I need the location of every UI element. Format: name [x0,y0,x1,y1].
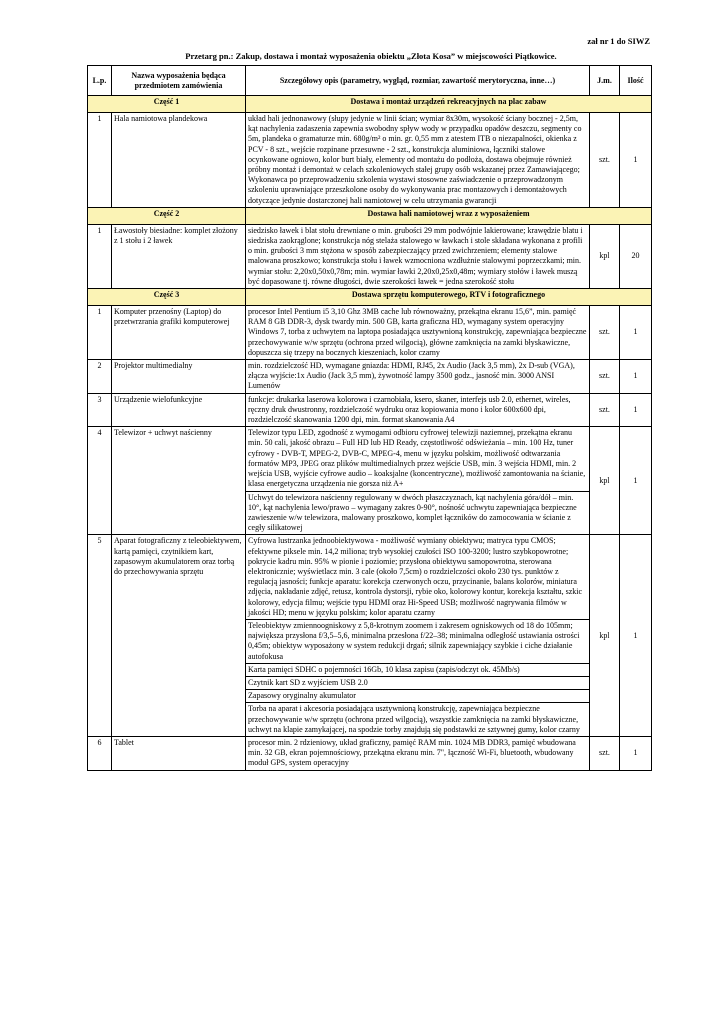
row-description: Czytnik kart SD z wyjściem USB 2.0 [246,676,590,689]
section-title: Dostawa hali namiotowej wraz z wyposażeniem [246,207,652,224]
specification-table [87,65,652,771]
row-quantity: 1 [620,736,652,770]
row-unit: kpl [590,535,620,737]
row-unit: kpl [590,224,620,288]
section-title: Dostawa i montaż urządzeń rekreacyjnych na plac zabaw [246,96,652,113]
row-quantity: 1 [620,393,652,427]
row-quantity: 1 [620,427,652,535]
row-quantity: 1 [620,360,652,394]
row-description: Teleobiektyw zmiennoogniskowy z 5,8-krotnym zoomem i zakresem ogniskowych od 18 do 105mm; największa przysłona f/3,5–5,6, minimalna przesłona f/22–38; minimalna odległość ustawiania ostrości 0,45m; obiektyw wyposażony w system redukcji drgań; silnik zapewniający szybkie i ciche działanie autofokusa [246,619,590,663]
row-quantity: 20 [620,224,652,288]
table-row [88,113,652,208]
row-lp: 1 [88,224,112,288]
row-description: procesor min. 2 rdzieniowy, układ graficzny, pamięć RAM min. 1024 MB DDR3, pamięć wbudowana min. 32 GB, ekran pojemnościowy, przekątna ekranu min. 7", łączność Wi-Fi, bluetooth, wbudowany moduł GPS, system operacyjny [246,736,590,770]
row-lp: 1 [88,113,112,208]
table-row [88,736,652,770]
row-unit: szt. [590,306,620,360]
row-description: Cyfrowa lustrzanka jednoobiektywowa - możliwość wymiany obiektywu; matryca typu CMOS; efektywne piksele min. 14,2 miliona; tryb wysokiej czułości ISO 100-3200; lustro szybkopowrotne; pokrycie kadru min. 95% w pionie i poziomie; przysłona obiektywu samopowrotna, sterowana elektronicznie; wyświetlacz min. 3 cale (około 7,5cm) o rozdzielczości około 230 tys. punktów z regulacją jasności; funkcje aparatu: korekcja czerwonych oczu, przycinanie, balans kolorów, miniatura zdjęcia, nakładanie zdjęć, retusz, kontrola dystorsji, rybie oko, kolorowy kontur, korekcja kształtu, szkic kolorowy, edycja filmu; wejście typu HDMI oraz Hi-Speed USB; możliwość nagrywania filmów w jakości HD; menu w języku polskim; kolor aparatu czarny [246,535,590,620]
row-lp: 5 [88,535,112,737]
table-row [88,427,652,491]
row-quantity: 1 [620,535,652,737]
table-row [88,393,652,427]
row-quantity: 1 [620,306,652,360]
table-row [88,224,652,288]
table-body [88,96,652,771]
row-lp: 1 [88,306,112,360]
section-label: Część 3 [88,289,246,306]
table-row [88,535,652,620]
table-row [88,306,652,360]
table-row [88,360,652,394]
row-quantity: 1 [620,113,652,208]
section-label: Część 1 [88,96,246,113]
section-title: Dostawa sprzętu komputerowego, RTV i fotograficznego [246,289,652,306]
row-unit: szt. [590,113,620,208]
table-header-row [88,66,652,96]
row-unit: kpl [590,427,620,535]
header-item-name: Nazwa wyposażenia będąca przedmiotem zamówienia [112,66,246,96]
row-description: układ hali jednonawowy (słupy jedynie w linii ścian; wymiar 8x30m, wysokość ściany bocznej - 2,5m, kąt nachylenia zadaszenia zapewnia swobodny spływ wody w przypadku opadów deszczu, segmenty co 5m, plandeka o gramaturze min. 680g/m² o min. gr. 0,55 mm z atestem ITB o niezapalności, okienka z PCV - 8 szt., wejście rozpinane przesuwne - 2 szt., konstrukcja aluminiowa, łączniki stalowe ocynkowane ogniowo, kolor burt biały, elementy od montażu do podłoża, dostawa obejmuje również próbny montaż i demontaż w celach szkoleniowych stałej grupy osób wskazanej przez Zamawiającego; Wykonawca po przeprowadzeniu szkolenia wystawi stosowne zaświadczenie o przeprowadzonym szkoleniu uprawniające przeszkolone osoby do wykonywania prac montazowych i demontażowych dotyczące jedynie dostarczonej hali namiotowej w celu utrzymania gwarancji [246,113,590,208]
row-item-name: Tablet [112,736,246,770]
row-description: Zapasowy oryginalny akumulator [246,690,590,703]
section-row [88,207,652,224]
header-lp: L.p. [88,66,112,96]
row-lp: 4 [88,427,112,535]
row-lp: 2 [88,360,112,394]
row-description: min. rozdzielczość HD, wymagane gniazda: HDMI, RJ45, 2x Audio (Jack 3,5 mm), 2x D-sub (VGA), złącza wyjście:1x Audio (Jack 3,5 mm), żywotność lampy 3500 godz., jasność min. 3000 ANSI Lumenów [246,360,590,394]
header-quantity: Ilość [620,66,652,96]
tender-title: Przetarg pn.: Zakup, dostawa i montaż wyposażenia obiektu „Złota Kosa” w miejscowości Piątkowice. [185,51,557,61]
row-item-name: Aparat fotograficzny z teleobiektywem, kartą pamięci, czytnikiem kart, zapasowym akumulatorem oraz torbą do przechowywania sprzętu [112,535,246,737]
row-lp: 6 [88,736,112,770]
row-unit: szt. [590,736,620,770]
row-description: Karta pamięci SDHC o pojemności 16Gb, 10 klasa zapisu (zapis/odczyt ok. 45Mb/s) [246,663,590,676]
row-description: funkcje: drukarka laserowa kolorowa i czarnobiała, ksero, skaner, interfejs usb 2.0, ethernet, wireles, ręczny druk dwustronny, rozdzielczość wydruku oraz kopiowania mono i kolor 600x600 dpi, rozdzielczość skanowania 1200 dpi, min. format skanowania A4 [246,393,590,427]
row-item-name: Ławostoły biesiadne: komplet złożony z 1 stołu i 2 ławek [112,224,246,288]
row-description: Telewizor typu LED, zgodność z wymogami odbioru cyfrowej telewizji naziemnej, przekątna ekranu min. 50 cali, jakość obrazu – Full HD lub HD Ready, częstotliwość odświeżania – min. 100 Hz, tuner cyfrowy - DVB-T, MPEG-2, DVB-C, MPEG-4, menu w języku polskim, możliwość odtwarzania formatów MP3, JPEG oraz plików multimedialnych przez wejście USB, min. 3 wejścia HDMI, min. 2 wejścia USB, wyjście cyfrowe audio – koaksjalne (koncentryczne), możliwość zamontowania na ścianie, klasa energetyczna urządzenia nie gorsza niż A+ [246,427,590,491]
row-description: Torba na aparat i akcesoria posiadająca usztywnioną konstrukcję, zapewniająca bezpieczne przechowywanie w/w sprzętu (ochrona przed wilgocią), wszystkie zamknięcia na zamki błyskawiczne, uchwyt na klapie zamykającej, na spodzie torby znajdują się podstawki ze sztywnej gumy, kolor czarny [246,703,590,737]
row-lp: 3 [88,393,112,427]
row-unit: szt. [590,360,620,394]
row-description: procesor Intel Pentium i5 3,10 Ghz 3MB cache lub równoważny, przekątna ekranu 15,6”, min. pamięć RAM 8 GB DDR-3, dysk twardy min. 500 GB, karta graficzna HD, wymagany system operacyjny Windows 7, torba z uchwytem na laptopa posiadająca usztywnioną konstrukcję, zapewniająca bezpieczne przechowywanie w/w sprzętu (ochrona przed wilgocią), główne zamknięcia na zamki błyskawiczne, dopuszcza się trzepy na bocznych kieszeniach, kolor czarny [246,306,590,360]
row-item-name: Projektor multimedialny [112,360,246,394]
attachment-label: zał nr 1 do SIWZ [587,36,650,46]
section-row [88,96,652,113]
row-unit: szt. [590,393,620,427]
row-description: siedzisko ławek i blat stołu drewniane o min. grubości 29 mm podwójnie lakierowane; krawędzie blatu i siedziska zaokrąglone; konstrukcja nóg stelaża stalowego w ławkach i stole składana wykonana z profili o min. grubości 3 mm stężona w sposób zabezpieczający przed zwichrzeniem; elementy stalowe malowana proszkowo; konstrukcja stołu i ławek wzmocniona wzdłużnie stalowymi poprzeczkami; min. wymiar stołu: 2,20x0,50x0,78m; min. wymiar ławki 2,20x0,25x0,48m; wymiary stołów i ławek muszą być dopasowane tj. równe długości, dwie szerokości ławek = jedna szerokość stołu [246,224,590,288]
row-item-name: Komputer przenośny (Laptop) do przetwrzrania grafiki komputerowej [112,306,246,360]
header-description: Szczegółowy opis (parametry, wygląd, rozmiar, zawartość merytoryczna, inne…) [246,66,590,96]
header-unit: J.m. [590,66,620,96]
row-description: Uchwyt do telewizora naścienny regulowany w dwóch płaszczyznach, kąt nachylenia góra/dół – min. 10°, kąt nachylenia lewo/prawo – wymagany zakres 0-90°, nośność uchwytu zapewniająca bezpieczne zawieszenie w/w telewizora, malowany proszkowo, komplet łączników do zamocowania w ścianie z cegły silikatowej [246,491,590,535]
section-row [88,289,652,306]
row-item-name: Telewizor + uchwyt naścienny [112,427,246,535]
row-item-name: Hala namiotowa plandekowa [112,113,246,208]
section-label: Część 2 [88,207,246,224]
row-item-name: Urządzenie wielofunkcyjne [112,393,246,427]
